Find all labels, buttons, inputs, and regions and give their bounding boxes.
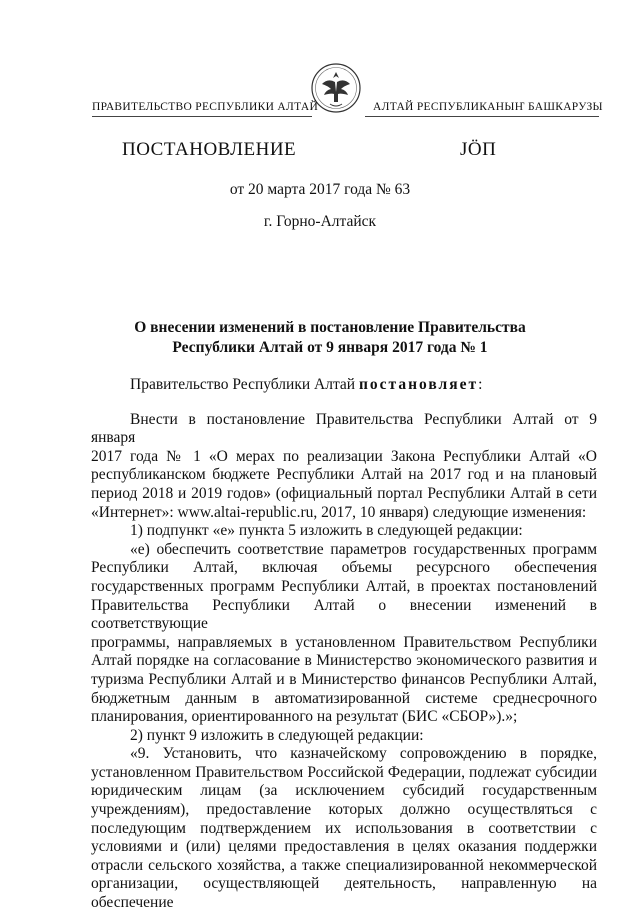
org-name-altai: АЛТАЙ РЕСПУБЛИКАНЫҤ БАШКАРУЗЫ [373, 101, 603, 113]
document-date: от 20 марта 2017 года № 63 [229, 181, 411, 198]
preamble-colon: : [478, 376, 483, 393]
body-line: 2) пункт 9 изложить в следующей редакции: [130, 726, 424, 744]
title-line-1: О внесении изменений в постановление Правительства [134, 319, 526, 336]
body-line: Алтай порядке на согласование в Министерство экономического развития и [91, 652, 597, 670]
body-line: установленном Правительством Российской Федерации, подлежат субсидии [91, 763, 597, 781]
body-line: юридическим лицам (за исключением субсидий государственным [91, 782, 597, 800]
header-divider-left [92, 116, 312, 117]
preamble-verb: постановляет [358, 376, 479, 393]
title-line-2: Республики Алтай от 9 января 2017 года № 1 [172, 339, 488, 356]
body-line: последующим подтверждением их использования в соответствии с [91, 819, 597, 837]
body-line: период 2018 и 2019 годов» (официальный портал Республики Алтай в сети [91, 484, 597, 502]
body-line: туризма Республики Алтай и в Министерство финансов Республики Алтай, [91, 670, 597, 688]
body-line: «е) обеспечить соответствие параметров государственных программ [130, 540, 597, 558]
body-line: «Интернет»: www.altai-republic.ru, 2017, 10 января) следующие изменения: [91, 503, 587, 521]
body-line: государственных программ Республики Алтай, в проектах постановлений [91, 577, 597, 595]
body-line: «9. Установить, что казначейскому сопровождению в порядке, [130, 745, 597, 763]
body-line: программы, направляемых в установленном Правительством Республики [91, 633, 597, 651]
preamble [91, 376, 597, 395]
document-title [110, 318, 550, 358]
body-line: 1) подпункт «е» пункта 5 изложить в следующей редакции: [130, 522, 523, 540]
document-city: г. Горно-Алтайск [263, 213, 377, 230]
doc-type-russian: ПОСТАНОВЛЕНИЕ [122, 139, 297, 160]
header-divider-right [365, 116, 599, 117]
body-line: 2017 года № 1 «О мерах по реализации Закона Республики Алтай «О [91, 447, 597, 465]
body-line: бюджетным данным в автоматизированной системе среднесрочного [91, 689, 597, 707]
body-line: Правительства Республики Алтай о внесении изменений в соответствующие [91, 596, 597, 633]
body-line: планирования, ориентированного на результат (БИС «СБОР»).»; [91, 708, 518, 726]
body-line: организации, осуществляющей деятельность, направленную на обеспечение [91, 875, 597, 912]
org-name-russian: ПРАВИТЕЛЬСТВО РЕСПУБЛИКИ АЛТАЙ [92, 101, 319, 113]
preamble-text: Правительство Республики Алтай [130, 376, 359, 393]
body-line: Внести в постановление Правительства Республики Алтай от 9 января [91, 410, 597, 447]
body-line: Республики Алтай, включая объемы ресурсного обеспечения [91, 559, 597, 577]
body-line: республиканском бюджете Республики Алтай на 2017 год и на плановый [91, 466, 597, 484]
doc-type-altai: ЈӦП [460, 139, 497, 160]
body-line: отрасли сельского хозяйства, а также специализированной некоммерческой [91, 856, 597, 874]
body-line: учреждениям), предоставление которых должно осуществляться с [91, 801, 597, 819]
document-body [91, 376, 597, 913]
body-line: условиями и (или) целями предоставления в целях оказания поддержки [91, 838, 597, 856]
